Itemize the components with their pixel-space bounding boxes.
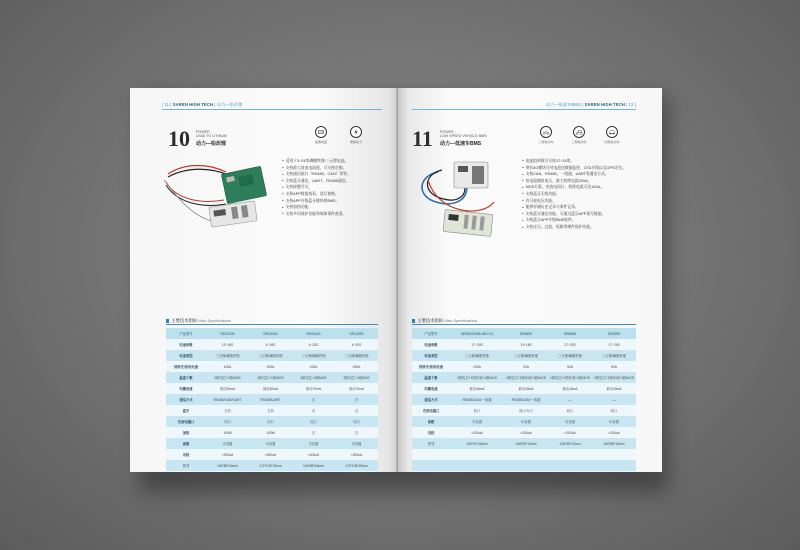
table-cell: 1路电芯+1路环境+1路MOS: [592, 372, 636, 383]
icon-label: 四轮电动车: [604, 140, 620, 144]
feature-list: [282, 158, 351, 217]
table-cell: 17~20S: [548, 339, 592, 350]
table-row: [412, 416, 636, 427]
feature-list: [522, 158, 626, 231]
spec-heading: 主要技术指标Main Specifications: [166, 318, 231, 324]
list-item: ● 支持APP升级蓝牙模块和BMS。: [282, 198, 351, 205]
table-row: [412, 361, 636, 372]
table-row: [412, 339, 636, 350]
list-item: ● 电池组单数可支持17~24串。: [522, 158, 626, 165]
table-cell: <200uA: [592, 427, 636, 438]
table-header-cell: SR4820: [504, 328, 548, 339]
table-header-cell: DR12100: [206, 328, 249, 339]
table-header-cell: SR6050: [548, 328, 592, 339]
row-label-cell: 电池类型: [166, 350, 206, 361]
table-cell: <200uA: [335, 449, 378, 460]
table-header-row: [166, 328, 378, 339]
row-label-cell: 充放电端口: [412, 405, 450, 416]
table-cell: 三元锂/磷酸铁锂: [335, 350, 378, 361]
section-subtitle-cn: 动力—铅改锂: [196, 141, 227, 147]
empty-table-row: [412, 449, 636, 460]
table-cell: 100W: [249, 427, 292, 438]
table-cell: 100A: [292, 361, 335, 372]
table-cell: 100W: [206, 427, 249, 438]
empty-cell: [166, 471, 378, 472]
list-item: ● 支持APP数据查看，读写参数。: [282, 191, 351, 198]
table-cell: 13~16S: [206, 339, 249, 350]
table-row: [166, 449, 378, 460]
table-cell: 否: [292, 405, 335, 416]
table-cell: 三元锂/磷酸铁锂: [450, 350, 504, 361]
table-header-cell: DR1250: [592, 328, 636, 339]
bms-product-image: [162, 160, 282, 232]
empty-cell: [412, 471, 636, 472]
icon-label: 监测电量: [314, 140, 327, 144]
table-cell: 被动30mA: [206, 383, 249, 394]
table-cell: 被动40mA: [548, 383, 592, 394]
table-cell: 20A: [504, 361, 548, 372]
table-row: [412, 350, 636, 361]
table-row: [166, 405, 378, 416]
table-cell: 被动70mA: [335, 383, 378, 394]
table-cell: 200A: [249, 361, 292, 372]
table-row: [166, 416, 378, 427]
section-subtitle-cn: 动力—低速车BMS: [440, 141, 482, 147]
heading-marker: [412, 319, 415, 323]
table-row: [166, 372, 378, 383]
list-item: ● 支持过压，过流，短路等硬件保护功能。: [522, 224, 626, 231]
table-cell: 同口: [548, 405, 592, 416]
list-item: ● 铅电池模拟电压，最大持续电流200A。: [522, 178, 626, 185]
table-cell: 三元锂/磷酸铁锂: [592, 350, 636, 361]
table-header-cell: 产品型号: [166, 328, 206, 339]
table-cell: 可设置: [548, 416, 592, 427]
table-cell: <200uA: [206, 449, 249, 460]
table-cell: 200A: [335, 361, 378, 372]
empty-table-row: [412, 471, 636, 472]
row-label-cell: 均衡电流: [166, 383, 206, 394]
spec-heading: 主要技术指标Main Specifications: [412, 318, 477, 324]
table-cell: 被动70mA: [292, 383, 335, 394]
table-header-cell: 产品型号: [412, 328, 450, 339]
page-number-right: | 12 |: [626, 102, 636, 107]
section-title: 动力—低速车BMS |: [545, 102, 584, 107]
table-cell: 否: [335, 427, 378, 438]
table-header-cell: DR24100: [292, 328, 335, 339]
table-cell: 三元锂/磷酸铁锂: [206, 350, 249, 361]
spec-rule: [166, 324, 378, 325]
row-label-cell: 尺寸: [166, 460, 206, 471]
table-cell: 可设置: [450, 416, 504, 427]
table-row: [412, 383, 636, 394]
table-cell: 同口: [249, 416, 292, 427]
data-monitor-icon: [315, 126, 327, 138]
table-cell: <200uA: [548, 427, 592, 438]
empty-cell: [412, 460, 636, 471]
table-cell: 2路电芯+1路MOS: [206, 372, 249, 383]
table-cell: <200uA: [504, 427, 548, 438]
table-cell: 可设置: [206, 438, 249, 449]
table-cell: 172*105*22mm: [335, 460, 378, 471]
list-item: ● 带有4G模块可对电池包数据监控，OTA升级以及GPS定位。: [522, 165, 626, 172]
table-cell: 支持: [206, 405, 249, 416]
table-cell: 146*95*13mm: [504, 438, 548, 449]
table-cell: 200A: [450, 361, 504, 372]
header-rule: [162, 109, 382, 110]
table-cell: 同口: [206, 416, 249, 427]
right-page: [398, 88, 662, 472]
table-row: [166, 394, 378, 405]
table-cell: 100A: [206, 361, 249, 372]
table-cell: 4~16S: [249, 339, 292, 350]
table-cell: 同口: [292, 416, 335, 427]
table-cell: 同口/分口: [504, 405, 548, 416]
list-item: ● 支持多项保护功能和故障事件查看。: [282, 211, 351, 218]
header-rule: [412, 109, 636, 110]
table-cell: RS485/CAN/UART: [206, 394, 249, 405]
table-cell: <200uA: [249, 449, 292, 460]
table-row: [412, 394, 636, 405]
row-label-cell: 参数: [166, 438, 206, 449]
table-cell: 13~16S: [504, 339, 548, 350]
table-cell: <100uA: [292, 449, 335, 460]
row-label-cell: 均衡电流: [412, 383, 450, 394]
table-cell: 可设置: [249, 438, 292, 449]
list-item: ● 支持蓝牙无线功能。: [522, 191, 626, 198]
table-row: [166, 361, 378, 372]
table-row: [412, 372, 636, 383]
table-row: [166, 339, 378, 350]
row-label-cell: 温度个数: [412, 372, 450, 383]
table-row: [412, 427, 636, 438]
table-cell: 可设置: [504, 416, 548, 427]
empty-cell: [412, 449, 636, 460]
left-running-header: [162, 102, 243, 108]
table-cell: <200uA: [450, 427, 504, 438]
table-cell: —: [548, 394, 592, 405]
table-cell: 4~20S: [335, 339, 378, 350]
row-label-cell: 持续充/放电电流: [166, 361, 206, 372]
brand-name: SAREN HIGH TECH: [584, 102, 625, 107]
row-label-cell: 电池串数: [166, 339, 206, 350]
table-cell: 三元锂/磷酸铁锂: [249, 350, 292, 361]
section-subtitle-en: POWER - LEAD TO LITHIUM: [196, 130, 227, 139]
table-cell: 三元锂/磷酸铁锂: [504, 350, 548, 361]
row-label-cell: 功耗: [166, 449, 206, 460]
list-item: ● 支持加热功能。: [282, 204, 351, 211]
table-cell: 172*105*22mm: [249, 460, 292, 471]
icon-label: 二轮电动车: [538, 140, 554, 144]
table-cell: 否: [292, 427, 335, 438]
row-label-cell: 加热: [166, 427, 206, 438]
table-cell: 1路电芯+1路环境+1路MOS: [450, 372, 504, 383]
table-cell: 三元锂/磷酸铁锂: [548, 350, 592, 361]
table-cell: 三元锂/磷酸铁锂: [292, 350, 335, 361]
page-number-left: | 11 |: [162, 102, 172, 107]
list-item: ● 支持蓝牙通信，UART，RS485通信。: [282, 178, 351, 185]
list-item: ● 能够存储历史记录与事件记录。: [522, 204, 626, 211]
table-row: [166, 350, 378, 361]
table-cell: 146*95*13mm: [548, 438, 592, 449]
table-cell: 160*85*16mm: [292, 460, 335, 471]
row-label-cell: 蓝牙: [166, 405, 206, 416]
table-cell: 被动40mA: [592, 383, 636, 394]
table-cell: 192*91*16mm: [450, 438, 504, 449]
table-cell: 1路电芯+1路环境+1路MOS: [504, 372, 548, 383]
table-cell: 同口: [592, 405, 636, 416]
table-header-cell: DR12200: [249, 328, 292, 339]
table-cell: 可设置: [335, 438, 378, 449]
list-item: ● 支持通信接口（RS485，CAN）等等。: [282, 171, 351, 178]
row-label-cell: 温度个数: [166, 372, 206, 383]
spec-table: [412, 328, 636, 472]
row-label-cell: 充放电端口: [166, 416, 206, 427]
table-header-cell: DR2320200A-SKJ-V1: [450, 328, 504, 339]
brand-name: SAREN HIGH TECH: [172, 102, 214, 107]
heading-marker: [166, 319, 169, 323]
table-row: [412, 405, 636, 416]
table-header-row: [412, 328, 636, 339]
list-item: ● MOS方案，充放电同口，持续电流可达100A。: [522, 184, 626, 191]
table-cell: 2路电芯+1路MOS: [249, 372, 292, 383]
list-item: ● 支持CAN，RS485，一线通，UART等通讯方式。: [522, 171, 626, 178]
table-cell: 50A: [592, 361, 636, 372]
row-label-cell: 持续充/放电电流: [412, 361, 450, 372]
table-cell: 可设置: [592, 416, 636, 427]
row-label-cell: 电池串数: [412, 339, 450, 350]
table-row: [166, 438, 378, 449]
row-label-cell: 尺寸: [412, 438, 450, 449]
table-cell: 4~20S: [292, 339, 335, 350]
table-cell: 被动40mA: [450, 383, 504, 394]
left-page: [130, 88, 398, 472]
list-item: ● 有可视电压功能。: [522, 198, 626, 205]
row-label-cell: 通信方式: [412, 394, 450, 405]
table-header-cell: DR12200: [335, 328, 378, 339]
bms-product-image: [408, 152, 518, 242]
list-item: ● 支持蓝牙APP升级BMS软件。: [522, 217, 626, 224]
table-cell: 2路电芯+1路MOS: [335, 372, 378, 383]
table-cell: 支持: [249, 405, 292, 416]
table-row: [412, 438, 636, 449]
table-cell: 17~24S: [592, 339, 636, 350]
table-row: [166, 427, 378, 438]
table-row: [166, 460, 378, 471]
empty-table-row: [166, 471, 378, 472]
icon-label: 三轮电动车: [571, 140, 587, 144]
car-icon: [606, 126, 618, 138]
row-label-cell: 通信方式: [166, 394, 206, 405]
row-label-cell: 电池类型: [412, 350, 450, 361]
section-title: | 动力—铅改锂: [214, 102, 243, 107]
table-cell: 否: [292, 394, 335, 405]
table-cell: 17~24S: [450, 339, 504, 350]
tricycle-icon: [573, 126, 585, 138]
table-cell: 1路电芯+1路环境+1路MOS: [548, 372, 592, 383]
table-cell: 否: [335, 405, 378, 416]
table-cell: 160*85*16mm: [592, 438, 636, 449]
list-item: ● 支持最大放电电流值，可支持定制。: [282, 165, 351, 172]
table-cell: 160*85*16mm: [206, 460, 249, 471]
table-row: [166, 383, 378, 394]
section-number: 11: [412, 126, 433, 151]
table-cell: 50A: [548, 361, 592, 372]
list-item: ● 支持按键开关。: [282, 184, 351, 191]
table-cell: RS485/CAN/一线通: [450, 394, 504, 405]
table-cell: 可设置: [292, 438, 335, 449]
table-cell: 被动30mA: [249, 383, 292, 394]
list-item: ● 支持蓝牙通信功能，可通过蓝牙APP读写数据。: [522, 211, 626, 218]
table-cell: 同口: [335, 416, 378, 427]
section-subtitle-en: POWER - LOW SPEED VEHICLE BMS: [440, 130, 487, 139]
icon-label: 增加动力: [349, 140, 362, 144]
right-running-header: [546, 102, 636, 108]
section-number: 10: [168, 126, 190, 151]
table-cell: RS485/CAN/一线通: [504, 394, 548, 405]
table-cell: 2路电芯+1路MOS: [292, 372, 335, 383]
spec-table: [166, 328, 378, 472]
row-label-cell: 功耗: [412, 427, 450, 438]
table-cell: —: [592, 394, 636, 405]
table-cell: 同口: [450, 405, 504, 416]
spec-rule: [412, 324, 636, 325]
table-cell: 否: [335, 394, 378, 405]
table-cell: RS485/UART: [249, 394, 292, 405]
row-label-cell: 参数: [412, 416, 450, 427]
list-item: ● 适用于3~24串磷酸铁锂/三元锂电池。: [282, 158, 351, 165]
lightning-icon: [350, 126, 362, 138]
scooter-icon: [540, 126, 552, 138]
table-cell: 被动40mA: [504, 383, 548, 394]
empty-table-row: [412, 460, 636, 471]
